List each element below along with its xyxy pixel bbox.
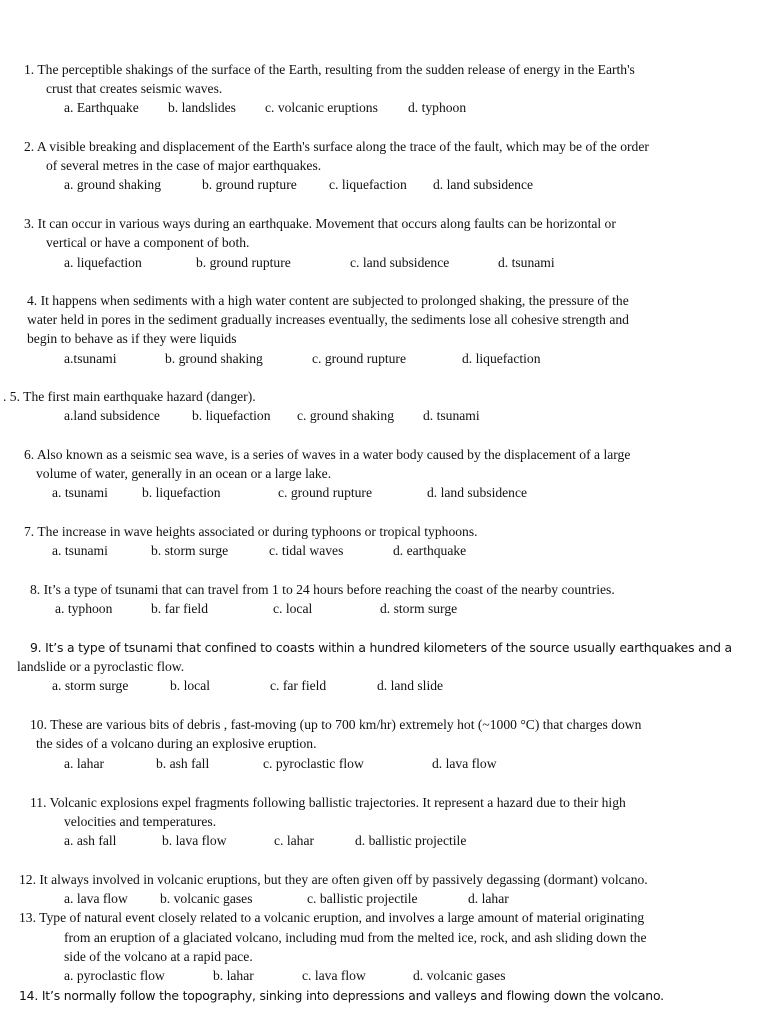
option-c: c. ballistic projectile	[307, 891, 418, 906]
option-a: a.tsunami	[64, 351, 117, 366]
option-a: a. lava flow	[64, 891, 128, 906]
option-a: a. pyroclastic flow	[64, 968, 165, 983]
option-c: c. liquefaction	[329, 177, 407, 192]
question-text: . 5. The first main earthquake hazard (danger).	[3, 389, 256, 404]
option-b: b. ground rupture	[202, 177, 297, 192]
question-text: 9. It’s a type of tsunami that confined to coasts within a hundred kilometers of the source usually earthquakes and a	[30, 640, 732, 655]
option-a: a. typhoon	[55, 601, 113, 616]
option-a: a. ground shaking	[64, 177, 162, 192]
question-text: 14. It’s normally follow the topography, sinking into depressions and valleys and flowing down the volcano.	[19, 988, 664, 1003]
question-text: crust that creates seismic waves.	[46, 81, 223, 96]
option-b: b. liquefaction	[192, 408, 271, 423]
option-a: a. tsunami	[52, 543, 108, 558]
question-text: begin to behave as if they were liquids	[27, 331, 237, 346]
option-d: d. ballistic projectile	[355, 833, 467, 848]
option-d: d. volcanic gases	[413, 968, 506, 983]
option-b: b. landslides	[168, 100, 236, 115]
option-c: c. tidal waves	[269, 543, 344, 558]
question-text: 3. It can occur in various ways during an earthquake. Movement that occurs along faults can be horizontal or	[24, 216, 616, 231]
option-c: c. ground rupture	[278, 485, 372, 500]
question-text: water held in pores in the sediment gradually increases eventually, the sediments lose all cohesive strength and	[27, 312, 629, 327]
option-b: b. liquefaction	[142, 485, 221, 500]
option-d: d. land slide	[377, 678, 444, 693]
option-c: c. local	[273, 601, 313, 616]
option-c: c. volcanic eruptions	[265, 100, 378, 115]
option-b: b. local	[170, 678, 211, 693]
question-text: 2. A visible breaking and displacement of the Earth's surface along the trace of the fault, which may be of the order	[24, 139, 649, 154]
option-b: b. far field	[151, 601, 208, 616]
option-b: b. lahar	[213, 968, 254, 983]
question-text: landslide or a pyroclastic flow.	[17, 659, 185, 674]
question-text: 10. These are various bits of debris , fast-moving (up to 700 km/hr) extremely hot (~1000 °C) that charges down	[30, 717, 642, 732]
question-text: of several metres in the case of major earthquakes.	[46, 158, 322, 173]
option-c: c. pyroclastic flow	[263, 756, 364, 771]
option-d: d. land subsidence	[427, 485, 528, 500]
option-c: c. far field	[270, 678, 327, 693]
option-d: d. typhoon	[408, 100, 467, 115]
option-a: a. ash fall	[64, 833, 117, 848]
option-c: c. lahar	[274, 833, 314, 848]
question-text: velocities and temperatures.	[64, 814, 217, 829]
option-a: a. liquefaction	[64, 255, 142, 270]
option-a: a. storm surge	[52, 678, 129, 693]
question-text: 11. Volcanic explosions expel fragments following ballistic trajectories. It represent a hazard due to their high	[30, 795, 626, 810]
question-text: the sides of a volcano during an explosive eruption.	[36, 736, 317, 751]
option-c: c. land subsidence	[350, 255, 450, 270]
question-text: volume of water, generally in an ocean or a large lake.	[36, 466, 332, 481]
question-text: 7. The increase in wave heights associated or during typhoons or tropical typhoons.	[24, 524, 478, 539]
option-b: b. ash fall	[156, 756, 210, 771]
question-text: side of the volcano at a rapid pace.	[64, 949, 253, 964]
option-b: b. storm surge	[151, 543, 229, 558]
question-text: 1. The perceptible shakings of the surface of the Earth, resulting from the sudden release of energy in the Earth's	[24, 62, 635, 77]
option-d: d. lahar	[468, 891, 509, 906]
option-d: d. liquefaction	[462, 351, 541, 366]
option-d: d. lava flow	[432, 756, 497, 771]
option-b: b. ground shaking	[165, 351, 263, 366]
option-a: a. lahar	[64, 756, 104, 771]
option-c: c. lava flow	[302, 968, 366, 983]
option-d: d. tsunami	[498, 255, 555, 270]
question-text: from an eruption of a glaciated volcano, including mud from the melted ice, rock, and ash sliding down the	[64, 930, 647, 945]
option-d: d. land subsidence	[433, 177, 534, 192]
question-text: 12. It always involved in volcanic eruptions, but they are often given off by passively degassing (dormant) volcano.	[19, 872, 648, 887]
question-text: 8. It’s a type of tsunami that can travel from 1 to 24 hours before reaching the coast of the nearby countries.	[30, 582, 615, 597]
option-b: b. ground rupture	[196, 255, 291, 270]
option-d: d. tsunami	[423, 408, 480, 423]
option-d: d. earthquake	[393, 543, 467, 558]
question-text: 13. Type of natural event closely related to a volcanic eruption, and involves a large amount of material originating	[19, 910, 645, 925]
option-b: b. lava flow	[162, 833, 227, 848]
option-a: a. Earthquake	[64, 100, 139, 115]
option-b: b. volcanic gases	[160, 891, 253, 906]
question-text: vertical or have a component of both.	[46, 235, 250, 250]
option-a: a.land subsidence	[64, 408, 160, 423]
option-d: d. storm surge	[380, 601, 458, 616]
question-text: 6. Also known as a seismic sea wave, is a series of waves in a water body caused by the displacement of a large	[24, 447, 631, 462]
option-c: c. ground shaking	[297, 408, 395, 423]
option-c: c. ground rupture	[312, 351, 406, 366]
option-a: a. tsunami	[52, 485, 108, 500]
question-text: 4. It happens when sediments with a high water content are subjected to prolonged shaking, the pressure of the	[27, 293, 629, 308]
